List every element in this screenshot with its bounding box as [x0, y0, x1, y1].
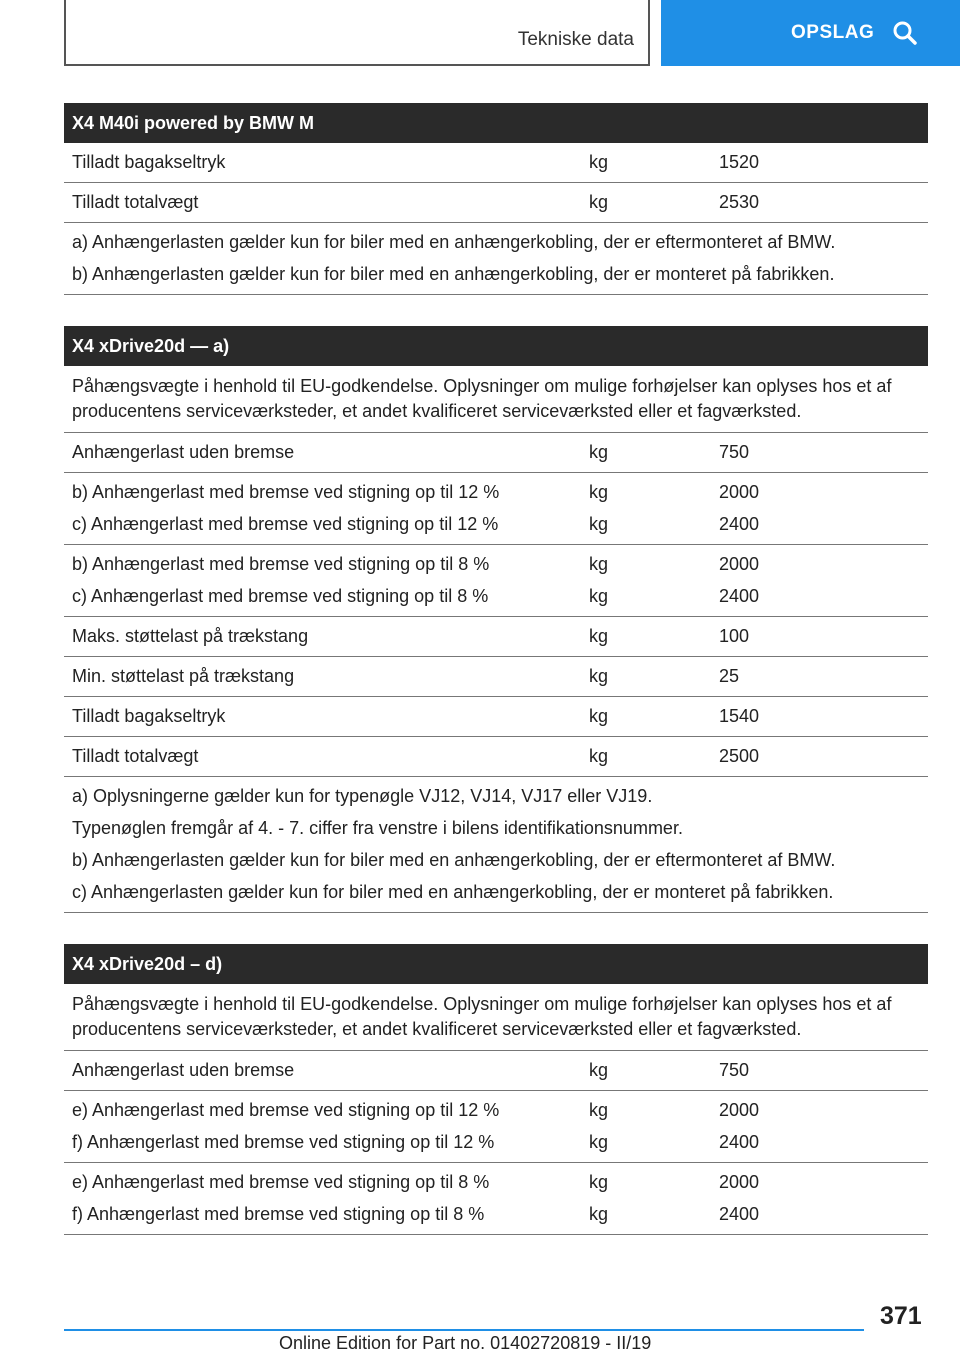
section-title: X4 M40i powered by BMW M [64, 103, 928, 143]
row-value: 100 [719, 626, 750, 646]
row-label: Min. støttelast på trækstang [72, 666, 295, 686]
row-unit-cell [589, 1058, 719, 1082]
table-row [64, 1091, 928, 1163]
footnote: a) Anhængerlasten gælder kun for biler med en anhængerkobling, der er eftermonteret af BMW. [72, 232, 836, 252]
row-label: Tilladt bagakseltryk [72, 152, 226, 172]
row-value: 750 [719, 1060, 750, 1080]
row-label-cell [72, 480, 589, 536]
row-unit-cell [589, 704, 719, 728]
section-notes [64, 777, 928, 913]
row-unit-cell [589, 1098, 719, 1154]
row-label: Anhængerlast uden bremse [72, 1060, 295, 1080]
row-unit: kg [589, 514, 609, 534]
table-row [64, 143, 928, 183]
row-value-cell [719, 440, 928, 464]
row-value-cell [719, 1170, 928, 1226]
row-value: 2400 [719, 1132, 760, 1152]
lookup-button[interactable] [661, 0, 960, 66]
row-label: Maks. støttelast på trækstang [72, 626, 309, 646]
row-label: Anhængerlast uden bremse [72, 442, 295, 462]
row-value-cell [719, 664, 928, 688]
row-unit: kg [589, 1100, 609, 1120]
table-row [64, 657, 928, 697]
row-unit: kg [589, 626, 609, 646]
row-label-cell [72, 1058, 589, 1082]
row-label-cell [72, 150, 589, 174]
row-unit: kg [589, 1060, 609, 1080]
row-unit: kg [589, 442, 609, 462]
footnote: b) Anhængerlasten gælder kun for biler med en anhængerkobling, der er eftermonteret af BMW. [72, 850, 836, 870]
row-label-cell [72, 664, 589, 688]
table-row [64, 697, 928, 737]
row-value-cell [719, 744, 928, 768]
row-value-cell [719, 552, 928, 608]
row-unit: kg [589, 1172, 609, 1192]
row-value: 2530 [719, 192, 760, 212]
row-value-cell [719, 190, 928, 214]
header-title: Tekniske data [517, 29, 634, 50]
row-label: b) Anhængerlast med bremse ved stigning op til 8 % [72, 554, 490, 574]
row-unit-cell [589, 440, 719, 464]
section-description: Påhængsvægte i henhold til EU-godkendelse. Oplysninger om mulige forhøjelser kan oplyses hos et af producentens serviceværksteder, et andet kvalificeret serviceværksted eller et fagværksted. [64, 366, 928, 433]
table-row [64, 545, 928, 617]
row-label: e) Anhængerlast med bremse ved stigning op til 12 % [72, 1100, 500, 1120]
row-label-cell [72, 440, 589, 464]
row-label-cell [72, 190, 589, 214]
technical-data-content [64, 103, 928, 1235]
row-label: f) Anhængerlast med bremse ved stigning op til 8 % [72, 1204, 485, 1224]
table-row [64, 473, 928, 545]
row-unit: kg [589, 192, 609, 212]
row-value: 25 [719, 666, 740, 686]
row-value: 1540 [719, 706, 760, 726]
row-unit-cell [589, 150, 719, 174]
page-number: 371 [880, 1302, 922, 1330]
row-value: 2000 [719, 1100, 760, 1120]
row-value-cell [719, 150, 928, 174]
row-value: 2000 [719, 554, 760, 574]
footnote: a) Oplysningerne gælder kun for typenøgle VJ12, VJ14, VJ17 eller VJ19. [72, 786, 653, 806]
row-unit-cell [589, 1170, 719, 1226]
row-label-cell [72, 552, 589, 608]
footnote: Typenøglen fremgår af 4. - 7. ciffer fra venstre i bilens identifikationsnummer. [72, 818, 683, 838]
row-value: 750 [719, 442, 750, 462]
footer-divider [64, 1329, 864, 1331]
row-unit: kg [589, 554, 609, 574]
row-unit: kg [589, 666, 609, 686]
row-unit: kg [589, 1204, 609, 1224]
row-value-cell [719, 624, 928, 648]
row-unit-cell [589, 552, 719, 608]
row-unit: kg [589, 482, 609, 502]
row-label: c) Anhængerlast med bremse ved stigning op til 12 % [72, 514, 499, 534]
table-row [64, 617, 928, 657]
row-unit: kg [589, 706, 609, 726]
row-label: Tilladt bagakseltryk [72, 706, 226, 726]
row-label-cell [72, 624, 589, 648]
row-unit: kg [589, 1132, 609, 1152]
row-label-cell [72, 1098, 589, 1154]
row-value: 1520 [719, 152, 760, 172]
row-value: 2000 [719, 482, 760, 502]
table-row [64, 1051, 928, 1091]
row-unit-cell [589, 624, 719, 648]
section-gap [64, 913, 928, 944]
section-notes [64, 223, 928, 295]
row-unit: kg [589, 152, 609, 172]
section-title: X4 xDrive20d – d) [64, 944, 928, 984]
search-icon [892, 20, 918, 46]
row-label: f) Anhængerlast med bremse ved stigning op til 12 % [72, 1132, 495, 1152]
row-unit-cell [589, 480, 719, 536]
row-value: 2500 [719, 746, 760, 766]
table-row [64, 737, 928, 777]
row-value: 2000 [719, 1172, 760, 1192]
header-title-box [64, 0, 650, 66]
row-label: Tilladt totalvægt [72, 192, 199, 212]
footnote: c) Anhængerlasten gælder kun for biler med en anhængerkobling, der er monteret på fabrikken. [72, 882, 834, 902]
row-label-cell [72, 1170, 589, 1226]
table-row [64, 183, 928, 223]
row-unit-cell [589, 664, 719, 688]
section-gap [64, 295, 928, 326]
footnote: b) Anhængerlasten gælder kun for biler med en anhængerkobling, der er monteret på fabrikken. [72, 264, 835, 284]
row-value-cell [719, 704, 928, 728]
row-value: 2400 [719, 586, 760, 606]
row-unit-cell [589, 744, 719, 768]
row-value-cell [719, 1098, 928, 1154]
row-value-cell [719, 1058, 928, 1082]
section-description: Påhængsvægte i henhold til EU-godkendelse. Oplysninger om mulige forhøjelser kan oplyses hos et af producentens serviceværksteder, et andet kvalificeret serviceværksted eller et fagværksted. [64, 984, 928, 1051]
row-value-cell [719, 480, 928, 536]
row-label: c) Anhængerlast med bremse ved stigning op til 8 % [72, 586, 489, 606]
row-label-cell [72, 704, 589, 728]
row-value: 2400 [719, 514, 760, 534]
row-unit: kg [589, 746, 609, 766]
row-unit-cell [589, 190, 719, 214]
row-label: Tilladt totalvægt [72, 746, 199, 766]
lookup-button-label: OPSLAG [791, 22, 875, 43]
section-title: X4 xDrive20d — a) [64, 326, 928, 366]
table-row [64, 1163, 928, 1235]
row-value: 2400 [719, 1204, 760, 1224]
row-label: e) Anhængerlast med bremse ved stigning op til 8 % [72, 1172, 490, 1192]
row-label-cell [72, 744, 589, 768]
edition-text: Online Edition for Part no. 01402720819 - II/19 [279, 1333, 652, 1353]
row-unit: kg [589, 586, 609, 606]
table-row [64, 433, 928, 473]
row-label: b) Anhængerlast med bremse ved stigning op til 12 % [72, 482, 500, 502]
